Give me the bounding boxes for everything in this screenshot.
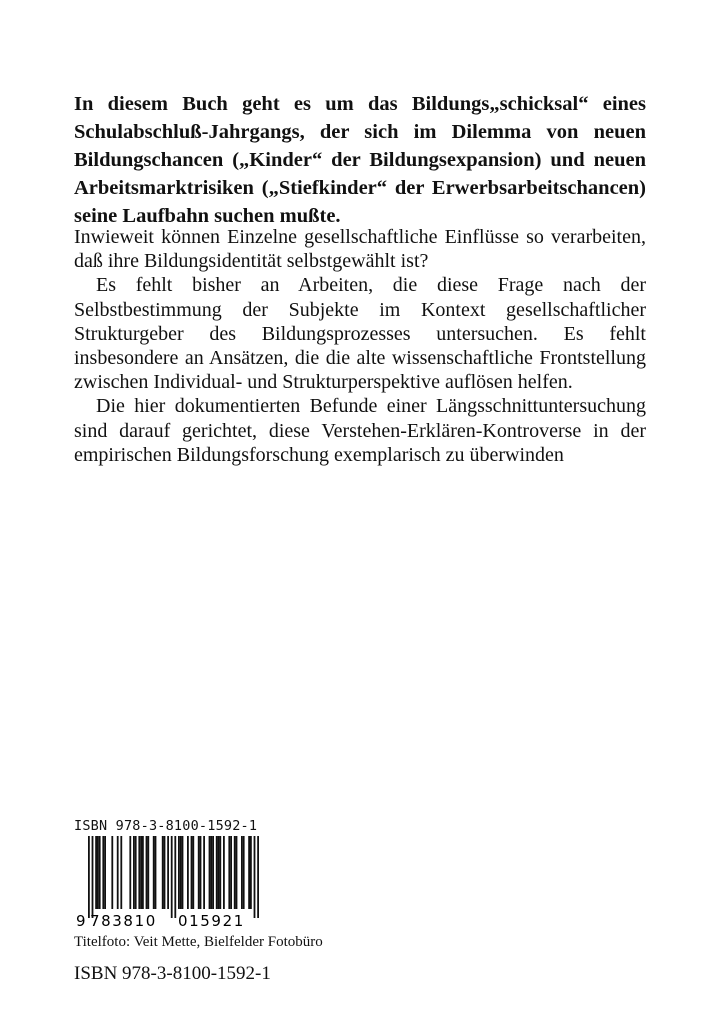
barcode-bar xyxy=(117,836,119,909)
barcode-bar xyxy=(164,836,166,909)
barcode-bar xyxy=(209,836,211,909)
barcode-bar xyxy=(212,836,214,909)
barcode-bar xyxy=(155,836,157,909)
barcode-bar xyxy=(198,836,200,909)
barcode-bar xyxy=(178,836,180,909)
barcode-bar xyxy=(203,836,205,909)
barcode-digit-first: 9 xyxy=(76,912,86,928)
barcode-bar xyxy=(191,836,193,909)
lead-paragraph: In diesem Buch geht es um das Bildungs„schicksal“ eines Schulabschluß-Jahrgangs, der sich im Dilemma von neuen Bildungschancen („Kinder“ der Bildungsexpansion) und neuen Arbeitsmarktrisiken („Stiefkinder“ der Erwerbsarbeitschancen) seine Laufbahn suchen mußte. xyxy=(74,93,646,227)
barcode-bar xyxy=(162,836,164,909)
barcode-bar xyxy=(147,836,149,909)
barcode-bar xyxy=(167,836,169,909)
barcode-bar xyxy=(146,836,148,909)
barcode-bar xyxy=(104,836,106,909)
barcode-bar xyxy=(138,836,140,909)
barcode-bar xyxy=(219,836,221,909)
barcode-bar xyxy=(111,836,113,909)
barcode-bars xyxy=(88,836,259,918)
barcode-bar xyxy=(97,836,99,909)
body-paragraph: Es fehlt bisher an Arbeiten, die diese Frage nach der Selbstbestimmung der Subjekte im Kontext gesellschaftlicher Strukturgeber des Bildungsprozesses untersuchen. Es fehlt insbesondere an Ansätzen, die die alte wissenschaftliche Frontstellung zwischen Individual- und Strukturperspektive auflösen helfen. xyxy=(74,274,646,394)
barcode-bar xyxy=(133,836,135,909)
barcode-bar xyxy=(192,836,194,909)
photo-credit: Titelfoto: Veit Mette, Bielfelder Fotobüro xyxy=(74,934,323,950)
barcode-bar xyxy=(210,836,212,909)
barcode-bar xyxy=(250,836,252,909)
barcode-bar xyxy=(120,836,122,909)
barcode-bar xyxy=(230,836,232,909)
barcode-bar xyxy=(182,836,184,909)
barcode-bar xyxy=(171,836,173,918)
barcode-bar xyxy=(234,836,236,909)
barcode-bar xyxy=(142,836,144,909)
barcode-bar xyxy=(99,836,101,909)
barcode-bar xyxy=(187,836,189,909)
barcode-bar xyxy=(243,836,245,909)
barcode-bar xyxy=(174,836,176,918)
barcode-bar xyxy=(180,836,182,909)
barcode-bar xyxy=(135,836,137,909)
barcode-digits-right: 015921 xyxy=(178,912,245,928)
barcode-bar xyxy=(88,836,90,918)
barcode-bar xyxy=(248,836,250,909)
body-paragraph: Die hier dokumentierten Befunde einer Längsschnittuntersuchung sind darauf gerichtet, diese Verstehen-Erklären-Kontroverse in der empirischen Bildungsforschung exemplarisch zu überwinden xyxy=(74,395,646,466)
barcode-bar xyxy=(95,836,97,909)
barcode-bar xyxy=(254,836,256,918)
barcode-isbn-label: ISBN 978-3-8100-1592-1 xyxy=(74,818,258,834)
barcode-bar xyxy=(102,836,104,909)
barcode-bar xyxy=(223,836,225,909)
barcode-bar xyxy=(200,836,202,909)
body-text xyxy=(74,225,646,467)
barcode xyxy=(74,836,266,928)
barcode-bar xyxy=(236,836,238,909)
barcode-bar xyxy=(257,836,259,918)
barcode-bar xyxy=(218,836,220,909)
barcode-bar xyxy=(153,836,155,909)
barcode-digits-left: 783810 xyxy=(90,912,157,928)
barcode-bar xyxy=(92,836,94,918)
barcode-bar xyxy=(129,836,131,909)
body-paragraph: Inwieweit können Einzelne gesellschaftliche Einflüsse so verarbeiten, daß ihre Bildungsidentität selbstgewählt ist? xyxy=(74,226,646,273)
barcode-bar xyxy=(241,836,243,909)
barcode-bar xyxy=(228,836,230,909)
barcode-bar xyxy=(216,836,218,909)
isbn-text: ISBN 978-3-8100-1592-1 xyxy=(74,963,271,984)
barcode-bar xyxy=(140,836,142,909)
